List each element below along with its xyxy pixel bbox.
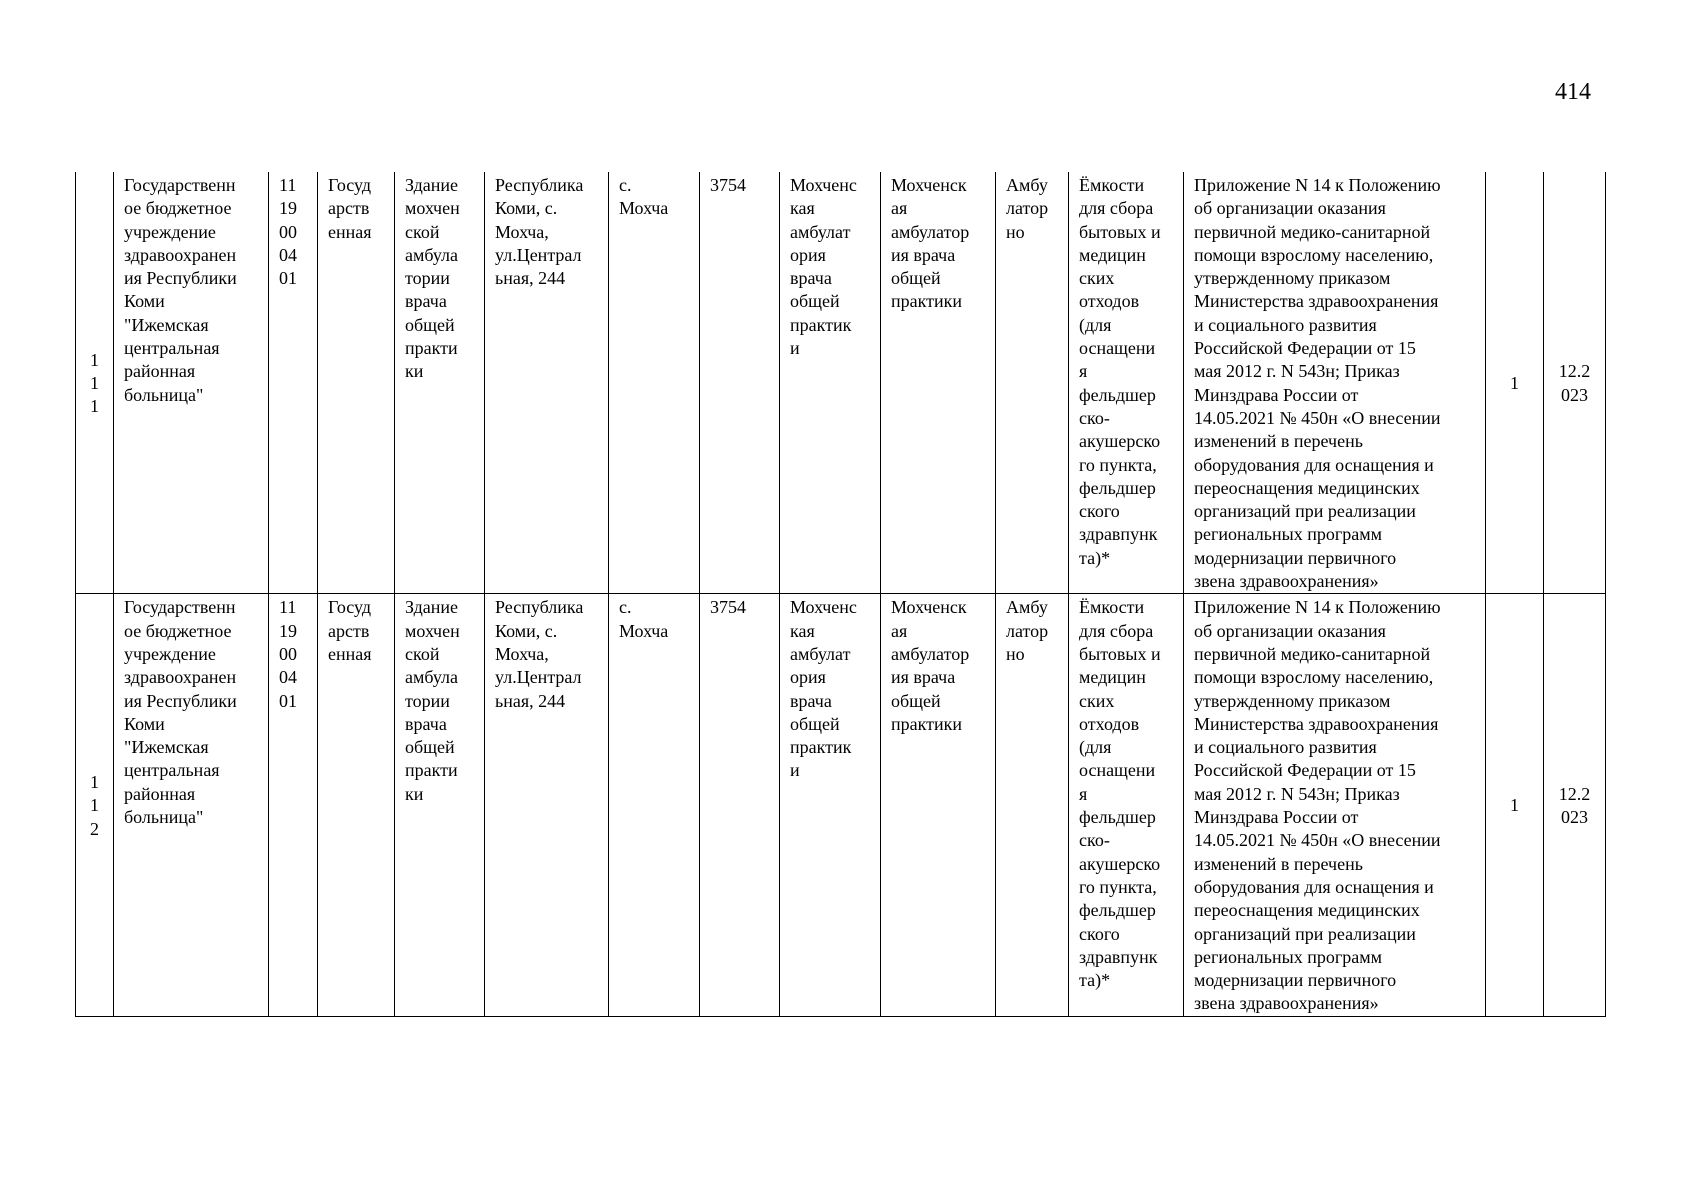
date-cell: 12.2 023 (1544, 172, 1606, 594)
facility-name-cell: Мохченс кая амбулат ория врача общей практик и (780, 594, 881, 1016)
quantity-cell: 1 (1486, 594, 1544, 1016)
unit-cell: Мохченск ая амбулатор ия врача общей практики (881, 172, 996, 594)
facility-name-cell: Мохченс кая амбулат ория врача общей практик и (780, 172, 881, 594)
ownership-cell: Госуд арств енная (318, 172, 395, 594)
unit-cell: Мохченск ая амбулатор ия врача общей практики (881, 594, 996, 1016)
care-type-cell: Амбу латор но (996, 172, 1069, 594)
ownership-cell: Госуд арств енная (318, 594, 395, 1016)
code-cell: 11 19 00 04 01 (269, 172, 318, 594)
table-row (76, 594, 1606, 1016)
row-number-cell: 1 1 1 (76, 172, 114, 594)
page-number: 414 (1555, 79, 1591, 105)
equipment-cell: Ёмкости для сбора бытовых и медицин ских отходов (для оснащени я фельдшер ско- акушерско го пункта, фельдшер ского здравпунк та)* (1069, 594, 1184, 1016)
building-cell: Здание мохчен ской амбула тории врача общей практи ки (395, 594, 485, 1016)
population-cell: 3754 (700, 172, 780, 594)
standard-cell: Приложение N 14 к Положению об организации оказания первичной медико-санитарной помощи взрослому населению, утвержденному приказом Министерства здравоохранения и социального развития Российской Федерации от 15 мая 2012 г. N 543н; Приказ Минздрава России от 14.05.2021 № 450н «О внесении изменений в перечень оборудования для оснащения и переоснащения медицинских организаций при реализации региональных программ модернизации первичного звена здравоохранения» (1184, 172, 1486, 594)
population-cell: 3754 (700, 594, 780, 1016)
table-row (76, 172, 1606, 594)
quantity-cell: 1 (1486, 172, 1544, 594)
standard-cell: Приложение N 14 к Положению об организации оказания первичной медико-санитарной помощи взрослому населению, утвержденному приказом Министерства здравоохранения и социального развития Российской Федерации от 15 мая 2012 г. N 543н; Приказ Минздрава России от 14.05.2021 № 450н «О внесении изменений в перечень оборудования для оснащения и переоснащения медицинских организаций при реализации региональных программ модернизации первичного звена здравоохранения» (1184, 594, 1486, 1016)
address-cell: Республика Коми, с. Мохча, ул.Централ ьная, 244 (485, 594, 609, 1016)
locality-cell: с. Мохча (609, 594, 700, 1016)
organization-cell: Государственн ое бюджетное учреждение здравоохранен ия Республики Коми "Ижемская центральная районная больница" (114, 172, 269, 594)
document-table-container (75, 172, 1605, 1017)
code-cell: 11 19 00 04 01 (269, 594, 318, 1016)
equipment-cell: Ёмкости для сбора бытовых и медицин ских отходов (для оснащени я фельдшер ско- акушерско го пункта, фельдшер ского здравпунк та)* (1069, 172, 1184, 594)
date-cell: 12.2 023 (1544, 594, 1606, 1016)
address-cell: Республика Коми, с. Мохча, ул.Централ ьная, 244 (485, 172, 609, 594)
building-cell: Здание мохчен ской амбула тории врача общей практи ки (395, 172, 485, 594)
equipment-table (75, 172, 1606, 1017)
row-number-cell: 1 1 2 (76, 594, 114, 1016)
locality-cell: с. Мохча (609, 172, 700, 594)
organization-cell: Государственн ое бюджетное учреждение здравоохранен ия Республики Коми "Ижемская центральная районная больница" (114, 594, 269, 1016)
care-type-cell: Амбу латор но (996, 594, 1069, 1016)
